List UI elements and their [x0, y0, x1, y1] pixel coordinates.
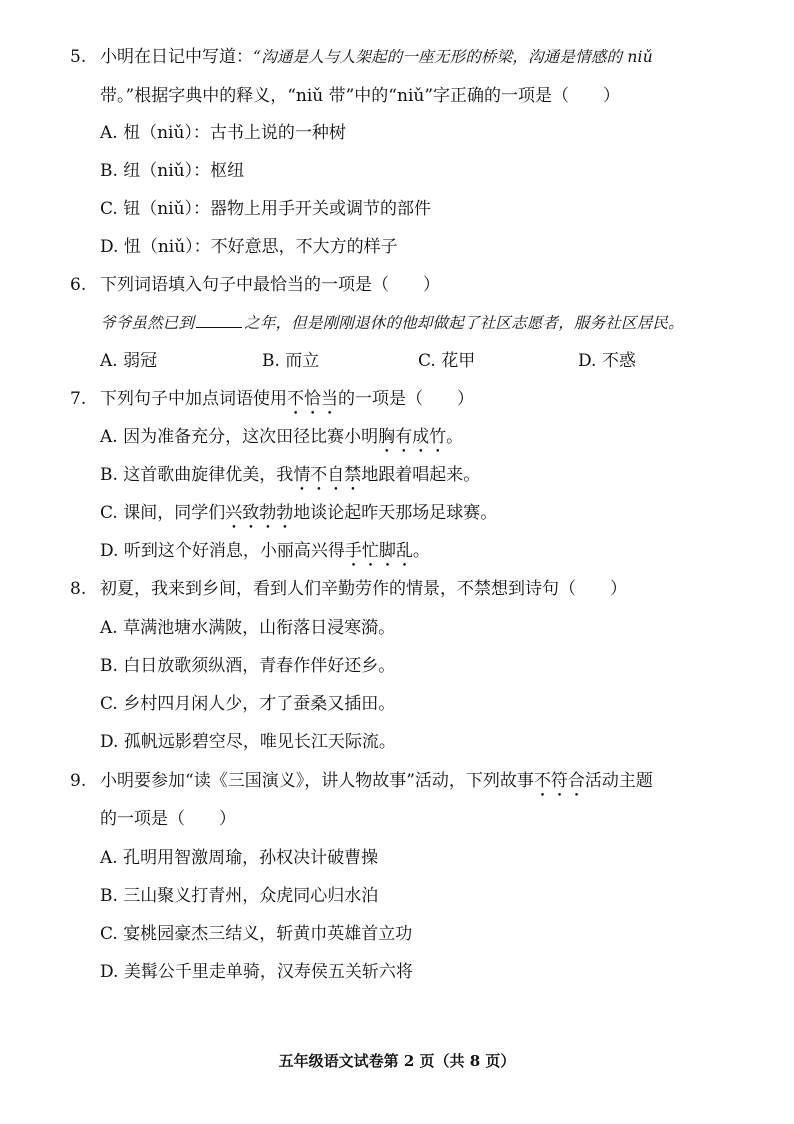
q7-option-c-text: C. 课间，同学们 [100, 503, 226, 523]
q7-option-d-text: D. 听到这个好消息，小丽高兴得 [100, 541, 345, 561]
q8-option-d[interactable]: D. 孤帆远影碧空尽，唯见长江天际流。 [100, 732, 396, 752]
q5-option-c[interactable]: C. 钮（niǔ）：器物上用手开关或调节的部件 [100, 199, 432, 219]
q9-stem-line2: 的一项是（ ） [100, 809, 236, 829]
q9-stem-part1: 小明要参加“读《三国演义》，讲人物故事”活动，下列故事 [100, 771, 534, 791]
q5-stem-lead: 小明在日记中写道： [100, 47, 253, 67]
q7-option-d-dotted: 手忙脚乱 [344, 541, 413, 561]
q5-option-a[interactable]: A. 杻（niǔ）：古书上说的一种树 [100, 123, 346, 143]
q6-number: 6. [70, 275, 87, 295]
q6-sentence-part1: 爷爷虽然已到 [100, 314, 195, 332]
page-footer: 五年级语文试卷第 2 页（共 8 页） [278, 1052, 516, 1070]
q6-stem: 下列词语填入句子中最恰当的一项是（ ） [100, 275, 440, 295]
q7-option-a-dotted: 胸有成竹 [378, 427, 447, 447]
q5-diary-quote: “沟通是人与人架起的一座无形的桥梁，沟通是情感的 niǔ [253, 48, 653, 66]
q5-stem-line2: 带。”根据字典中的释义，“niǔ 带”中的“niǔ”字正确的一项是（ ） [100, 86, 621, 106]
q7-option-c[interactable] [100, 502, 497, 533]
q6-option-b[interactable]: B. 而立 [262, 351, 320, 371]
q6-sentence-part2: 之年，但是刚刚退休的他却做起了社区志愿者，服务社区居民。 [244, 314, 684, 332]
q7-number: 7. [70, 389, 87, 409]
q7-option-b-end: 地跟着唱起来。 [361, 465, 481, 485]
q6-option-c[interactable]: C. 花甲 [418, 351, 476, 371]
q8-option-c[interactable]: C. 乡村四月闲人少，才了蚕桑又插田。 [100, 694, 396, 714]
q5-option-b[interactable]: B. 纽（niǔ）：枢纽 [100, 161, 245, 181]
q8-option-b[interactable]: B. 白日放歌须纵酒，青春作伴好还乡。 [100, 656, 396, 676]
q6-blank[interactable] [196, 313, 242, 328]
q7-option-a-end: 。 [446, 427, 464, 447]
q6-option-a[interactable]: A. 弱冠 [100, 351, 158, 371]
q5-stem-line1 [100, 46, 653, 68]
q6-sentence [100, 312, 684, 334]
q5-option-d[interactable]: D. 忸（niǔ）：不好意思，不大方的样子 [100, 237, 398, 257]
q7-option-b[interactable] [100, 464, 480, 495]
q9-stem-line1 [100, 770, 653, 801]
q9-number: 9. [70, 771, 87, 791]
q7-stem [100, 388, 474, 419]
q8-option-a[interactable]: A. 草满池塘水满陂，山衔落日浸寒漪。 [100, 618, 396, 638]
q7-option-b-dotted: 情不自禁 [293, 465, 362, 485]
q9-stem-part2: 活动主题 [584, 771, 653, 791]
q7-option-c-end: 地谈论起昨天那场足球赛。 [293, 503, 498, 523]
q7-option-a-text: A. 因为准备充分，这次田径比赛小明 [100, 427, 379, 447]
q9-option-b[interactable]: B. 三山聚义打青州，众虎同心归水泊 [100, 886, 379, 906]
q8-number: 8. [70, 579, 87, 599]
q8-stem: 初夏，我来到乡间，看到人们辛勤劳作的情景，不禁想到诗句（ ） [100, 579, 627, 599]
q5-number: 5. [70, 47, 87, 67]
q7-option-a[interactable] [100, 426, 463, 457]
q7-stem-part2: 的一项是（ ） [338, 389, 474, 409]
q6-option-d[interactable]: D. 不惑 [578, 351, 636, 371]
q7-stem-part1: 下列句子中加点词语使用 [100, 389, 287, 409]
q7-option-b-text: B. 这首歌曲旋律优美，我 [100, 465, 294, 485]
q7-option-c-dotted: 兴致勃勃 [225, 503, 294, 523]
q9-stem-emphasis: 不符合 [533, 771, 585, 791]
q9-option-c[interactable]: C. 宴桃园豪杰三结义，斩黄巾英雄首立功 [100, 924, 413, 944]
q9-option-d[interactable]: D. 美髯公千里走单骑，汉寿侯五关斩六将 [100, 962, 413, 982]
q7-option-d[interactable] [100, 540, 430, 571]
q7-option-d-end: 。 [412, 541, 430, 561]
q9-option-a[interactable]: A. 孔明用智激周瑜，孙权决计破曹操 [100, 848, 379, 868]
q7-stem-emphasis: 不恰当 [287, 389, 338, 409]
